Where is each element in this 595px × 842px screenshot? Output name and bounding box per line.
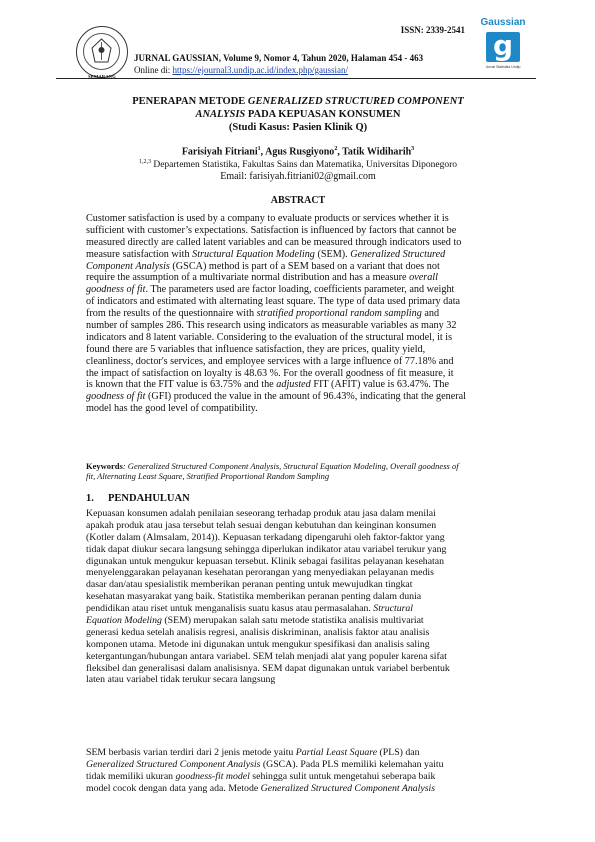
text-line: the impact of satisfaction on loyalty is 48.63 %. For the overall goodness of fit measure, it bbox=[86, 367, 454, 379]
section-number: 1. bbox=[86, 493, 94, 504]
affiliation: $^{1,2,3}$ Departemen Statistika, Fakultas Sains dan Matematika, Universitas Diponegoro bbox=[138, 159, 458, 171]
text-line: Kepuasan konsumen adalah penilaian seseorang terhadap produk atau jasa dalam menilai bbox=[86, 508, 436, 519]
text-line: sufficient with customer’s expectations. Satisfaction is influenced by factors that cannot be bbox=[86, 224, 457, 236]
issn: ISSN: 2339-2541 bbox=[400, 25, 465, 35]
text-line: require the assumption of a multivariate normal distribution and has a measure overall bbox=[86, 272, 438, 284]
keywords-label: Keywords bbox=[86, 461, 123, 471]
journal-url-link[interactable]: https://ejournal3.undip.ac.id/index.php/gaussian/ bbox=[172, 65, 348, 75]
keywords-text-1: : Generalized Structured Component Analysis, Structural Equation Modeling, Overall goodness of bbox=[122, 461, 459, 471]
keywords bbox=[86, 461, 524, 481]
text-line: Component Analysis (GSCA) method is part of a SEM based on a variant that does not bbox=[86, 260, 440, 272]
text-line: kesehatan masyarakat yang baik. Statistika memberikan peranan penting dalam dunia bbox=[86, 591, 422, 603]
text-line: found there are 5 variables that influence satisfaction, they are prices, quality yield, bbox=[86, 343, 426, 355]
author-email: Email: farisiyah.fitriani02@gmail.com bbox=[220, 171, 376, 182]
text-line: is known that the FIT value is 63.75% and the adjusted FIT (AFIT) value is 63.47%. The bbox=[86, 379, 450, 391]
text-line: SEM berbasis varian terdiri dari 2 jenis metode yaitu Partial Least Square (PLS) dan bbox=[86, 747, 420, 758]
text-line: pendidikan atau riset untuk menganalisis suatu kasus atau permasalahan. Structural bbox=[86, 603, 414, 615]
section-body-2 bbox=[86, 747, 524, 795]
gaussian-logo bbox=[479, 17, 527, 73]
text-line: measured directly are called latent variables and can be measured through indicators used to bbox=[86, 236, 462, 248]
text-line: dasar dan/atau spesialistik memberikan peranan penting untuk mewujudkan tingkat bbox=[86, 579, 413, 591]
gaussian-logo-letter: g bbox=[492, 29, 514, 62]
text-line: komponen utama. Metode ini digunakan untuk mengukur spesifikasi dan analisis saling bbox=[86, 638, 430, 650]
text-line: model has the good level of compatibility. bbox=[86, 403, 258, 415]
text-line: Equation Modeling (SEM) merupakan salah satu metode statistika analisis multivariat bbox=[86, 615, 424, 627]
text-line: measure satisfaction with Structural Equation Modeling (SEM). Generalized Structured bbox=[86, 248, 446, 260]
text-line: number of samples 286. This research using indicators as measurable variables as many 32 bbox=[86, 320, 457, 332]
text-line: Generalized Structured Component Analysis (GSCA). Pada PLS memiliki kelemahan yaitu bbox=[86, 758, 444, 770]
text-line: laten atau variabel tidak terukur secara langsung bbox=[86, 674, 276, 686]
seal-text: SEMARANG bbox=[88, 74, 116, 79]
text-line: generasi kedua setelah analisis regresi, analisis diskriminan, analisis faktor atau analisis bbox=[86, 626, 430, 638]
university-seal-logo bbox=[76, 26, 128, 78]
header-divider bbox=[56, 78, 536, 79]
text-line: of indicators and estimated with alternating least square. The type of data used primary data bbox=[86, 296, 461, 308]
text-line: tidak dapat diukur secara langsung sehingga diperlukan indikator atau variabel terukur yang bbox=[86, 543, 447, 555]
text-line: fleksibel dan generalisasi dalam analisisnya. SEM dapat digunakan untuk variabel berbentuk bbox=[86, 662, 450, 674]
section-body bbox=[86, 508, 524, 686]
online-label: Online di: bbox=[134, 65, 173, 75]
keywords-text-2: fit, Alternating Least Square, Stratified Proportional Random Sampling bbox=[86, 471, 330, 481]
online-line bbox=[134, 65, 348, 75]
text-line: (Kotler dalam (Almsalam, 2014)). Kepuasan terkadang dipengaruhi oleh faktor-faktor yang bbox=[86, 531, 445, 543]
gaussian-logo-sub: Jurnal Statistika Undip bbox=[485, 65, 521, 69]
abstract-heading: ABSTRACT bbox=[270, 195, 326, 206]
text-line: Customer satisfaction is used by a company to evaluate products or services whether it is bbox=[86, 213, 449, 224]
abstract-body bbox=[86, 213, 524, 415]
text-line: goodness of fit (GFI) produced the value in the amount of 96.43%, indicating that the general bbox=[86, 391, 466, 403]
text-line: tidak memiliki ukuran goodness-fit model sehingga sulit untuk mengetahui seberapa baik bbox=[86, 770, 436, 782]
text-line: menyelenggarakan pelayanan kesehatan perorangan yang menyediakan pelayanan medis bbox=[86, 567, 434, 579]
text-line: digunakan untuk mengukur kepuasan tersebut. Klinik sebagai fasilitas pelayanan kesehatan bbox=[86, 555, 445, 567]
seal-inner-ring bbox=[83, 33, 120, 70]
text-line: model cocok dengan data yang ada. Metode Generalized Structured Component Analysis bbox=[86, 782, 436, 794]
paper-title-line-2: ANALYSIS PADA KEPUASAN KONSUMEN bbox=[195, 109, 401, 120]
section-title: PENDAHULUAN bbox=[108, 493, 190, 504]
text-line: cleanliness, doctor's services, and employee services with a large influence of 77.18% and bbox=[86, 355, 454, 367]
text-line: ketergantungan/hubungan antara variabel. SEM telah menjadi alat yang populer karena sifat bbox=[86, 650, 447, 662]
paper-subtitle: (Studi Kasus: Pasien Klinik Q) bbox=[228, 122, 368, 133]
seal-emblem-icon bbox=[84, 34, 119, 69]
text-line: from the results of the questionnaire with stratified proportional random sampling and bbox=[86, 308, 440, 320]
authors: Farisiyah Fitriani$^1$, Agus Rusgiyono$^2$, Tatik Widiharih$^3$ bbox=[181, 146, 415, 158]
text-line: indicators and 8 latent variable. Considering to the evaluation of the structural model, it is bbox=[86, 331, 453, 343]
gaussian-g-icon bbox=[485, 29, 521, 63]
section-heading bbox=[86, 493, 190, 504]
text-line: goodness of fit. The parameters used are factor loading, coefficients parameter, and weight bbox=[86, 284, 455, 296]
text-line: apakah produk atau jasa tersebut telah sesuai dengan kebutuhan dan keinginan konsumen bbox=[86, 519, 437, 531]
paper-title-line-1: PENERAPAN METODE GENERALIZED STRUCTURED COMPONENT bbox=[132, 96, 464, 107]
gaussian-logo-word: Gaussian bbox=[480, 17, 526, 28]
journal-citation: JURNAL GAUSSIAN, Volume 9, Nomor 4, Tahun 2020, Halaman 454 - 463 bbox=[134, 53, 424, 63]
